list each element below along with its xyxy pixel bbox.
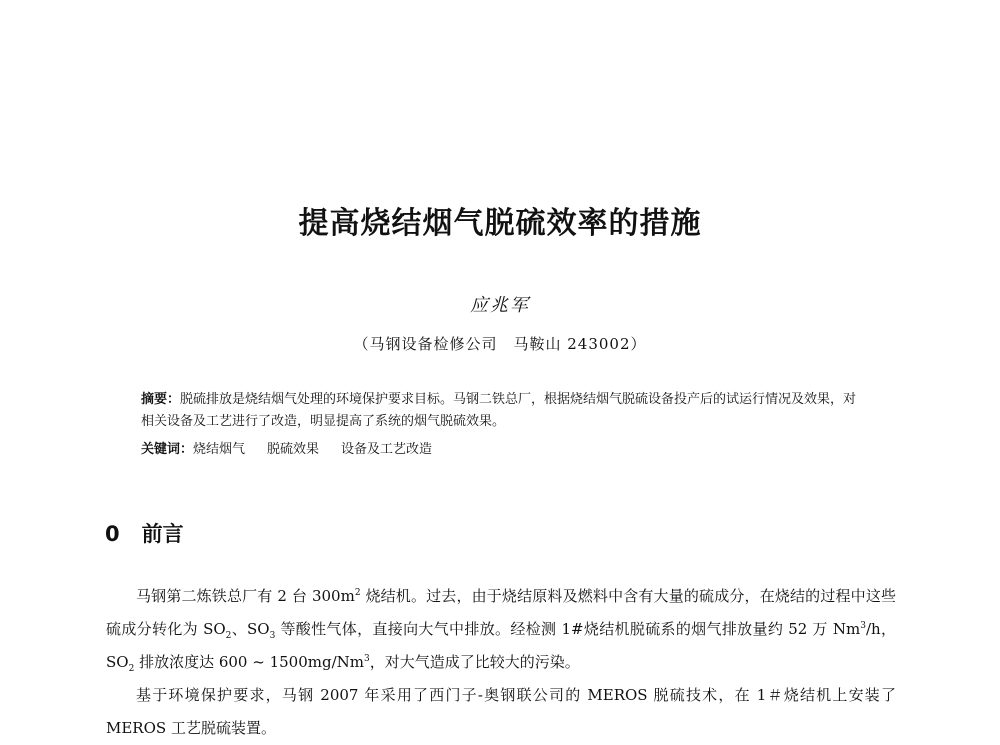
paragraph-2: 基于环境保护要求，马钢 2007 年采用了西门子-奥钢联公司的 MEROS 脱硫技术，在 1＃烧结机上安装了 MEROS 工艺脱硫装置。 xyxy=(106,686,896,737)
section-number: 0 xyxy=(105,522,120,546)
subscript: 2 xyxy=(225,631,232,641)
keyword-item: 脱硫效果 xyxy=(267,442,320,457)
paragraph-1-text: 烧结机。过去，由于烧结原料及燃料中含有大量的硫成分，在烧结的过程中这些硫成分转化为 SO xyxy=(106,587,896,638)
paragraph-1 xyxy=(106,580,896,679)
superscript: 3 xyxy=(860,621,866,631)
author-name: 应兆军 xyxy=(470,295,530,316)
abstract xyxy=(141,389,861,433)
paper-title: 提高烧结烟气脱硫效率的措施 xyxy=(298,206,702,241)
author-affiliation: （马钢设备检修公司 马鞍山 243002） xyxy=(353,335,647,353)
keyword-item: 烧结烟气 xyxy=(193,442,246,457)
keywords-label: 关键词： xyxy=(141,442,194,457)
paragraph-1-text: 排放浓度达 600 ~ 1500mg/Nm xyxy=(134,653,364,671)
subscript: 2 xyxy=(128,664,135,674)
paragraph-1-text: 等酸性气体，直接向大气中排放。经检测 1#烧结机脱硫系的烟气排放量约 52 万 Nm xyxy=(275,620,861,638)
subscript: 3 xyxy=(269,631,276,641)
body-text xyxy=(106,580,896,745)
paragraph-1-text: 马钢第二炼铁总厂有 2 台 300m xyxy=(136,587,355,605)
keyword-item: 设备及工艺改造 xyxy=(341,442,433,457)
superscript: 2 xyxy=(354,588,361,598)
abstract-label: 摘要： xyxy=(141,392,181,407)
paragraph-1-text: /h，SO xyxy=(106,620,896,671)
keywords xyxy=(141,439,454,461)
abstract-text: 脱硫排放是烧结烟气处理的环境保护要求目标。马钢二铁总厂，根据烧结烟气脱硫设备投产后的试运行情况及效果，对相关设备及工艺进行了改造，明显提高了系统的烟气脱硫效果。 xyxy=(141,392,857,429)
paragraph-1-text: 、SO xyxy=(231,620,270,638)
paragraph-1-text: ，对大气造成了比较大的污染。 xyxy=(369,653,580,671)
superscript: 3 xyxy=(364,654,370,664)
section-heading xyxy=(105,518,184,548)
section-title: 前言 xyxy=(141,522,184,546)
